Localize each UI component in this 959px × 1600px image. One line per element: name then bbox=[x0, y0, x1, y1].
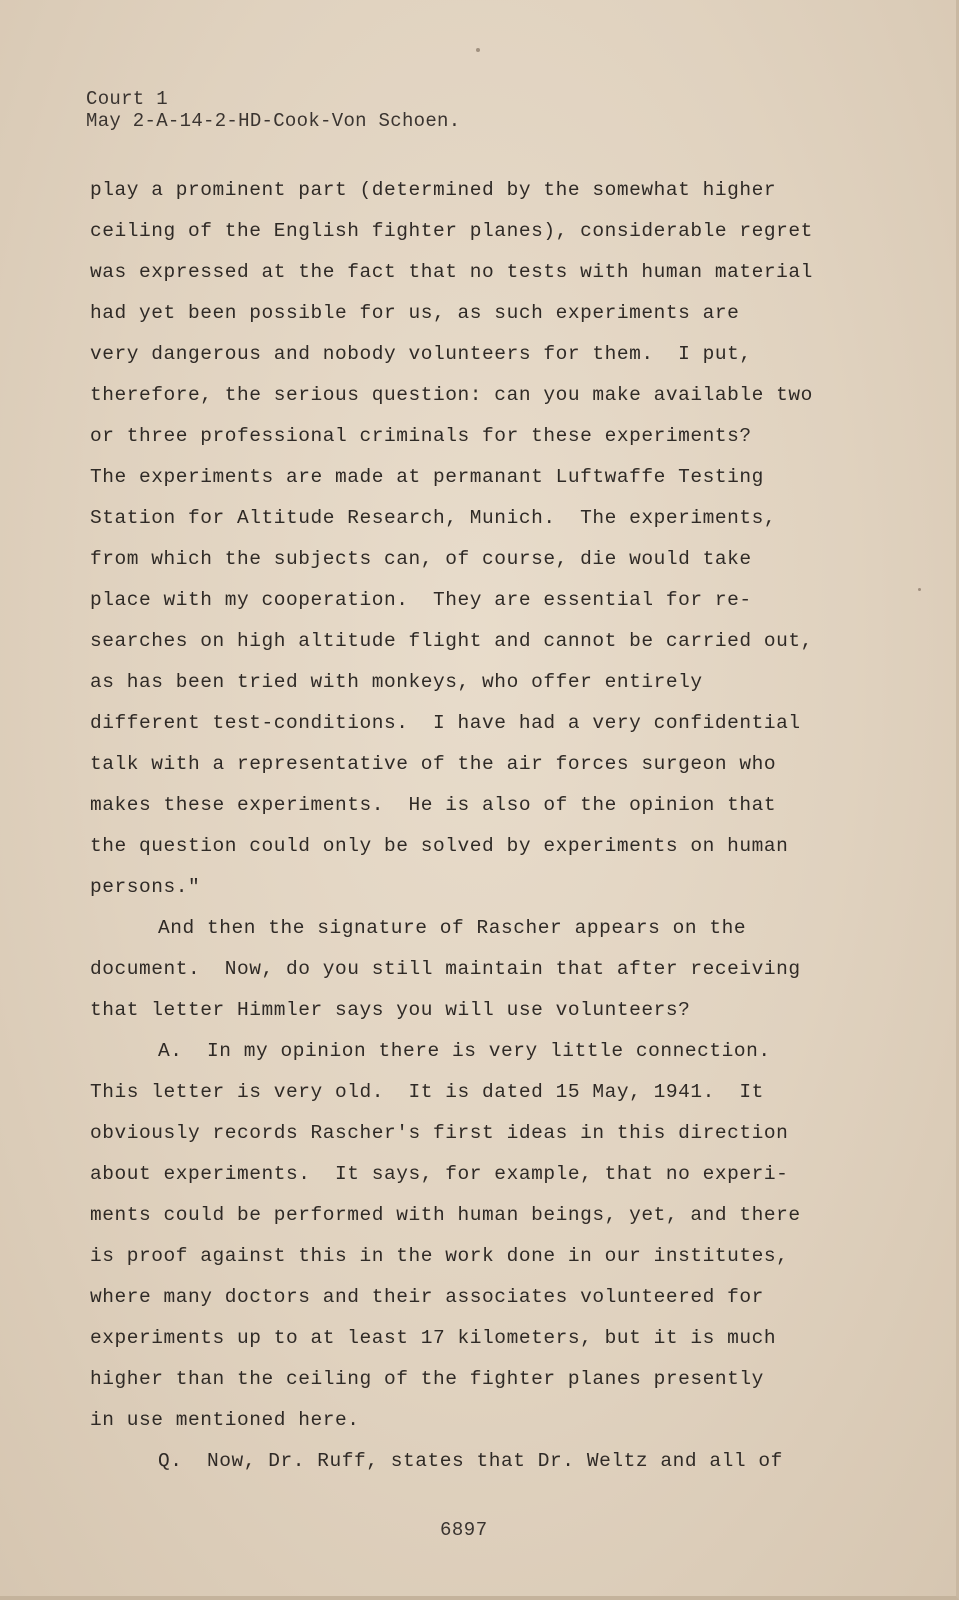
text-line: as has been tried with monkeys, who offer entirely bbox=[90, 671, 703, 693]
text-line: very dangerous and nobody volunteers for them. I put, bbox=[90, 343, 752, 365]
transcript-body bbox=[90, 170, 920, 1482]
page-number: 6897 bbox=[440, 1519, 488, 1541]
header-reference-line: May 2-A-14-2-HD-Cook-Von Schoen. bbox=[86, 110, 461, 132]
text-line: This letter is very old. It is dated 15 May, 1941. It bbox=[90, 1081, 764, 1103]
text-line: talk with a representative of the air forces surgeon who bbox=[90, 753, 777, 775]
text-line: had yet been possible for us, as such experiments are bbox=[90, 302, 740, 324]
text-line: or three professional criminals for these experiments? bbox=[90, 425, 752, 447]
text-line: from which the subjects can, of course, die would take bbox=[90, 548, 752, 570]
text-line: The experiments are made at permanant Luftwaffe Testing bbox=[90, 466, 764, 488]
text-line: And then the signature of Rascher appears on the bbox=[158, 917, 747, 939]
text-line: was expressed at the fact that no tests with human material bbox=[90, 261, 813, 283]
text-line: where many doctors and their associates volunteered for bbox=[90, 1286, 764, 1308]
text-line: the question could only be solved by experiments on human bbox=[90, 835, 789, 857]
text-line: experiments up to at least 17 kilometers, but it is much bbox=[90, 1327, 777, 1349]
text-line: different test-conditions. I have had a very confidential bbox=[90, 712, 801, 734]
text-line: place with my cooperation. They are essential for re- bbox=[90, 589, 752, 611]
text-line: in use mentioned here. bbox=[90, 1409, 360, 1431]
header-court-line: Court 1 bbox=[86, 88, 168, 110]
text-line: that letter Himmler says you will use volunteers? bbox=[90, 999, 691, 1021]
document-header bbox=[86, 88, 460, 132]
text-line: ments could be performed with human beings, yet, and there bbox=[90, 1204, 801, 1226]
text-line: play a prominent part (determined by the somewhat higher bbox=[90, 179, 777, 201]
text-line: persons." bbox=[90, 876, 201, 898]
text-line: makes these experiments. He is also of the opinion that bbox=[90, 794, 777, 816]
text-line: searches on high altitude flight and cannot be carried out, bbox=[90, 630, 813, 652]
text-line: ceiling of the English fighter planes), considerable regret bbox=[90, 220, 813, 242]
text-line: Station for Altitude Research, Munich. The experiments, bbox=[90, 507, 777, 529]
text-line: is proof against this in the work done in our institutes, bbox=[90, 1245, 789, 1267]
answer-line: A. In my opinion there is very little connection. bbox=[158, 1040, 771, 1062]
question-line: Q. Now, Dr. Ruff, states that Dr. Weltz and all of bbox=[158, 1450, 783, 1472]
text-line: document. Now, do you still maintain that after receiving bbox=[90, 958, 801, 980]
text-line: obviously records Rascher's first ideas in this direction bbox=[90, 1122, 789, 1144]
paper-speck bbox=[476, 48, 480, 52]
text-line: therefore, the serious question: can you make available two bbox=[90, 384, 813, 406]
text-line: higher than the ceiling of the fighter planes presently bbox=[90, 1368, 764, 1390]
text-line: about experiments. It says, for example, that no experi- bbox=[90, 1163, 789, 1185]
